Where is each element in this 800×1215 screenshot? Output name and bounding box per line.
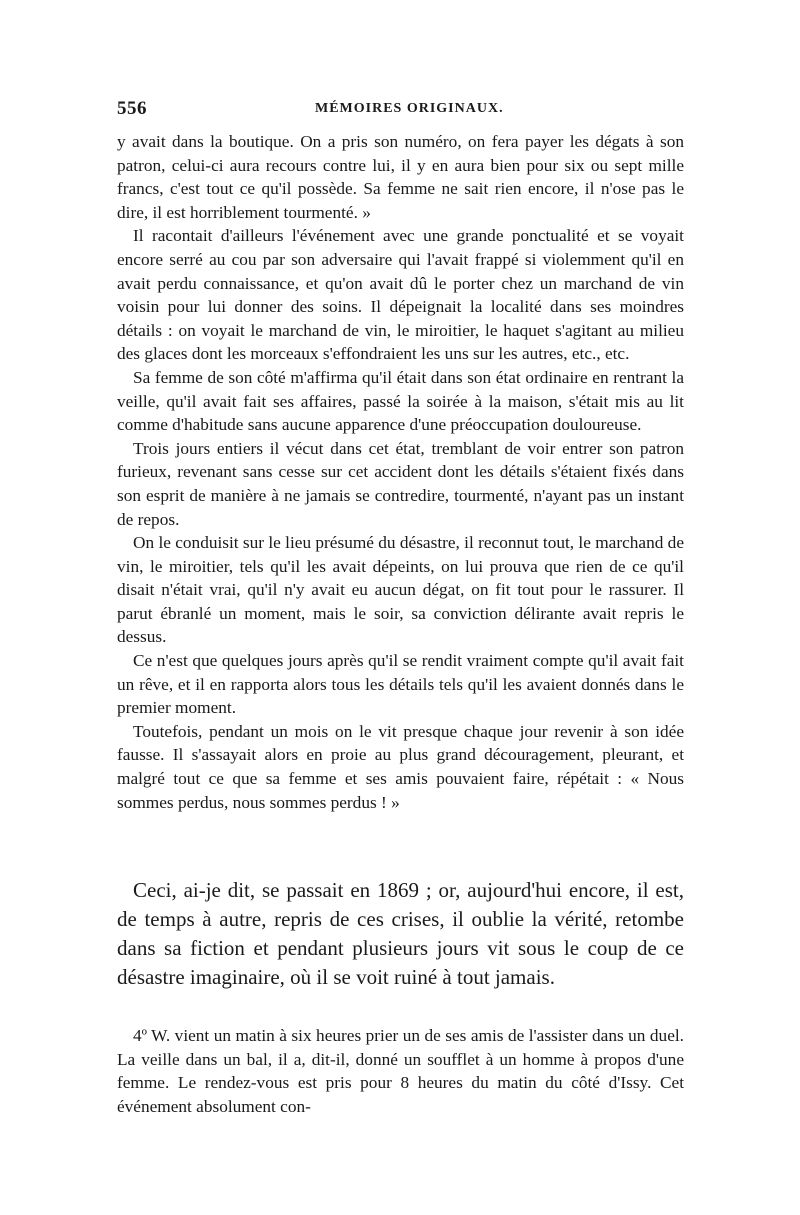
page-header bbox=[117, 98, 687, 122]
final-text-block bbox=[117, 1024, 684, 1118]
paragraph: Toutefois, pendant un mois on le vit presque chaque jour revenir à son idée fausse. Il s'assayait alors en proie au plus grand découragement, pleurant, et malgré tout ce que sa femme et ses amis pouvaient faire, répétait : « Nous sommes perdus, nous sommes perdus ! » bbox=[117, 721, 684, 812]
paragraph-continued: y avait dans la boutique. On a pris son numéro, on fera payer les dégats à son patron, celui-ci aura recours contre lui, il y en aura bien pour six ou sept mille francs, c'est tout ce qu'il possède. Sa femme ne sait rien encore, il n'ose pas le dire, il est horriblement tourmenté. » bbox=[117, 132, 684, 222]
paragraph: Sa femme de son côté m'affirma qu'il était dans son état ordinaire en rentrant la veille, qu'il avait fait ses affaires, passé la soirée à la maison, s'était mis au lit comme d'habitude sans aucune apparence d'une préoccupation douloureuse. bbox=[117, 367, 684, 435]
large-paragraph: Ceci, ai-je dit, se passait en 1869 ; or, aujourd'hui encore, il est, de temps à autre, repris de ces crises, il oublie la vérité, retombe dans sa fiction et pendant plusieurs jours vit sous le coup de ce désastre imaginaire, où il se voit ruiné à tout jamais. bbox=[117, 878, 684, 989]
paragraph: Il racontait d'ailleurs l'événement avec une grande ponctualité et se voyait encore serré au cou par son adversaire qui l'avait frappé si violemment qu'il en avait perdu connaissance, et qu'on avait dû le porter chez un marchand de vin voisin pour lui donner des soins. Il dépeignait la localité dans ses moindres détails : on voyait le marchand de vin, le miroitier, le haquet s'agitant au milieu des glaces dont les morceaux s'effondraient les uns sur les autres, etc., etc. bbox=[117, 226, 684, 364]
paragraph: Ce n'est que quelques jours après qu'il se rendit vraiment compte qu'il avait fait un rêve, et il en rapporta alors tous les détails tels qu'il les avaient donnés dans le premier moment. bbox=[117, 651, 684, 718]
paragraph: On le conduisit sur le lieu présumé du désastre, il reconnut tout, le marchand de vin, le miroitier, tels qu'il les avait dépeints, on lui prouva que rien de ce qu'il disait n'était vrai, qu'il n'y avait eu aucun dégat, on fit tout pour le rassurer. Il parut ébranlé un moment, mais le soir, sa conviction délirante avait repris le dessus. bbox=[117, 533, 684, 647]
main-text-block bbox=[117, 130, 684, 814]
case-paragraph: 4º W. vient un matin à six heures prier un de ses amis de l'assister dans un duel. La veille dans un bal, il a, dit-il, donné un soufflet à un homme à propos d'une femme. Le rendez-vous est pris pour 8 heures du matin du côté d'Issy. Cet événement absolument con- bbox=[117, 1026, 684, 1116]
running-title: MÉMOIRES ORIGINAUX. bbox=[315, 101, 504, 116]
large-text-block bbox=[117, 876, 684, 992]
page-number: 556 bbox=[117, 98, 147, 119]
paragraph: Trois jours entiers il vécut dans cet état, tremblant de voir entrer son patron furieux, revenant sans cesse sur cet accident dont les détails s'étaient fixés dans son esprit de manière à ne jamais se contredire, tourmenté, n'ayant pas un instant de repos. bbox=[117, 438, 684, 529]
